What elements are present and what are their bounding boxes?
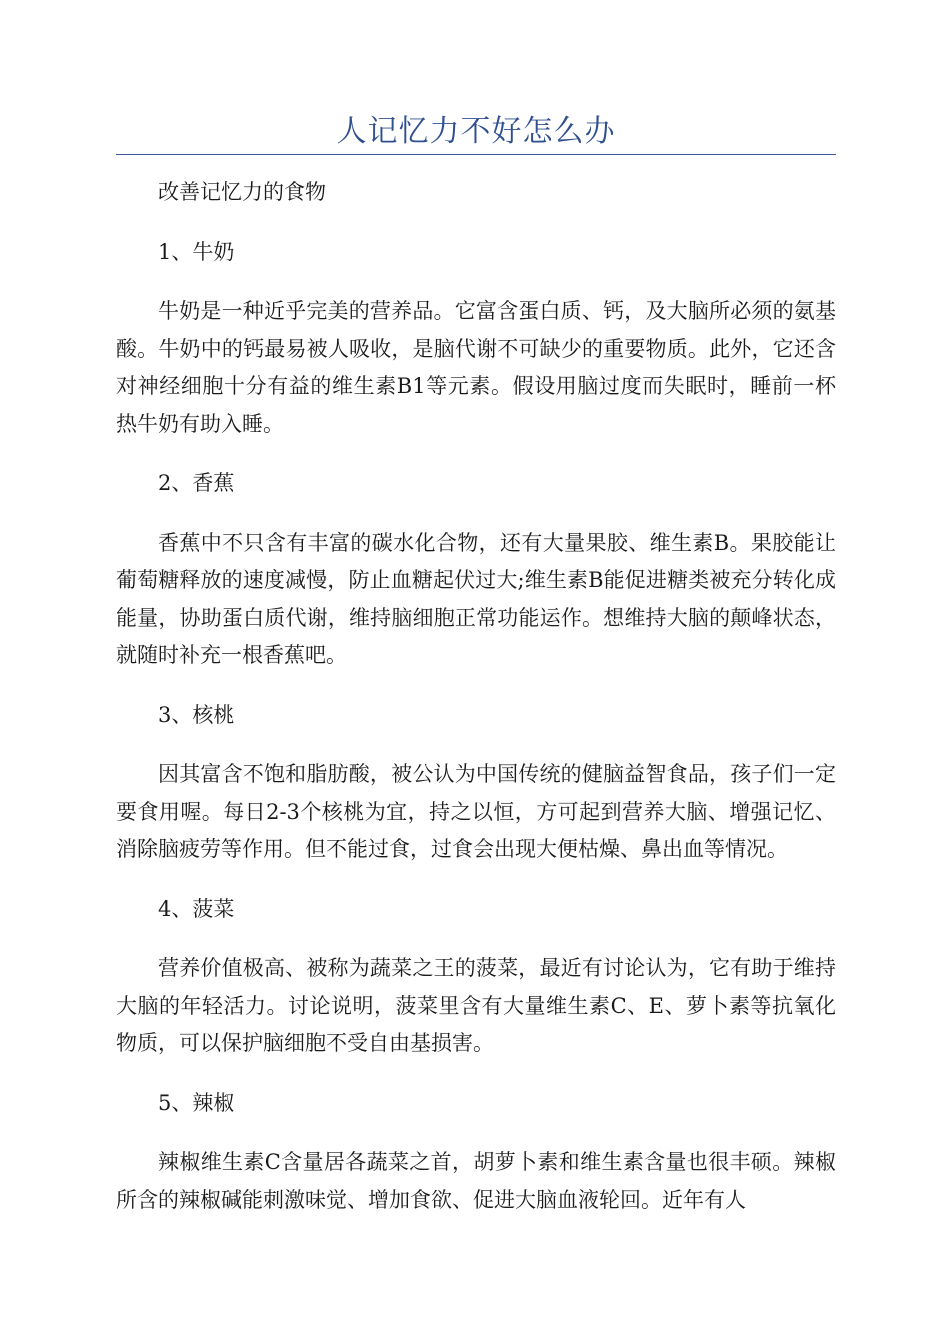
section-heading-banana: 2、香蕉 bbox=[158, 471, 235, 495]
document-title: 人记忆力不好怎么办 bbox=[336, 114, 616, 149]
section-text-spinach: 营养价值极高、被称为蔬菜之王的菠菜，最近有讨论认为，它有助于维持大脑的年轻活力。讨论说明，菠菜里含有大量维生素C、E、萝卜素等抗氧化物质，可以保护脑细胞不受自由基损害。 bbox=[116, 956, 836, 1055]
intro-heading: 改善记忆力的食物 bbox=[158, 180, 326, 204]
section-heading-pepper: 5、辣椒 bbox=[158, 1090, 235, 1115]
section-heading-walnut: 3、核桃 bbox=[158, 702, 235, 727]
section-text-walnut: 因其富含不饱和脂肪酸，被公认为中国传统的健脑益智食品，孩子们一定要食用喔。每日2-3个核桃为宜，持之以恒，方可起到营养大脑、增强记忆、消除脑疲劳等作用。但不能过食，过食会出现大便枯燥、鼻出血等情况。 bbox=[116, 762, 836, 861]
section-text-milk: 牛奶是一种近乎完美的营养品。它富含蛋白质、钙，及大脑所必须的氨基酸。牛奶中的钙最易被人吸收，是脑代谢不可缺少的重要物质。此外，它还含对神经细胞十分有益的维生素B1等元素。假设用脑过度而失眠时，睡前一杯热牛奶有助入睡。 bbox=[116, 299, 836, 436]
section-text-banana: 香蕉中不只含有丰富的碳水化合物，还有大量果胶、维生素B。果胶能让葡萄糖释放的速度减慢，防止血糖起伏过大;维生素B能促进糖类被充分转化成能量，协助蛋白质代谢，维持脑细胞正常功能运作。想维持大脑的颠峰状态，就随时补充一根香蕉吧。 bbox=[116, 530, 836, 667]
document-body bbox=[116, 174, 836, 1219]
section-heading-milk: 1、牛奶 bbox=[158, 239, 235, 264]
title-underline bbox=[116, 154, 836, 155]
section-text-pepper: 辣椒维生素C含量居各蔬菜之首，胡萝卜素和维生素含量也很丰硕。辣椒所含的辣椒碱能刺激味觉、增加食欲、促进大脑血液轮回。近年有人 bbox=[116, 1150, 836, 1212]
section-heading-spinach: 4、菠菜 bbox=[158, 896, 235, 921]
